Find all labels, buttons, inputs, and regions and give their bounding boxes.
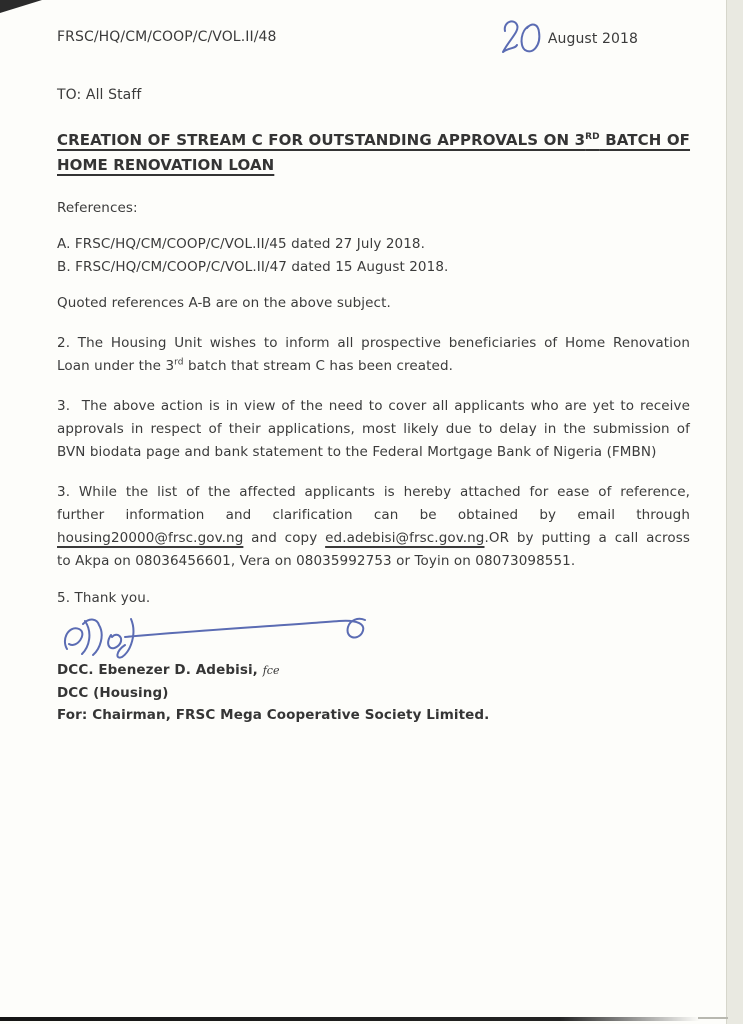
paragraph-4-line2: further information and clarification can be obtained by email through: [57, 507, 690, 523]
paragraph-2-line1: 2. The Housing Unit wishes to inform all prospective beneficiaries of Home Renovation: [57, 335, 690, 351]
memo-content: [57, 18, 690, 726]
memo-title-line2: HOME RENOVATION LOAN: [57, 156, 275, 174]
signatory-title-suffix: fce: [262, 664, 280, 677]
date-line: [496, 18, 690, 58]
scan-bottom-edge-light: [698, 1017, 728, 1019]
to-line: TO: All Staff: [57, 87, 142, 103]
reference-item-b: B. FRSC/HQ/CM/COOP/C/VOL.II/47 dated 15 August 2018.: [57, 259, 449, 275]
paragraph-4-line3: housing20000@frsc.gov.ng and copy ed.adebisi@frsc.gov.ng.OR by putting a call across: [57, 530, 690, 546]
reference-number: FRSC/HQ/CM/COOP/C/VOL.II/48: [57, 29, 277, 45]
paragraph-4-line1: 3. While the list of the affected applicants is hereby attached for ease of reference,: [57, 484, 690, 500]
email-adebisi: ed.adebisi@frsc.gov.ng: [325, 530, 485, 546]
scan-bottom-edge: [0, 1017, 700, 1021]
paragraph-4-line4: to Akpa on 08036456601, Vera on 08035992753 or Toyin on 08073098551.: [57, 553, 576, 569]
references-list: [57, 233, 690, 279]
signatory-block: [57, 659, 690, 726]
references-label: References:: [57, 200, 138, 216]
signatory-name-line: DCC. Ebenezer D. Adebisi, fce: [57, 662, 280, 678]
handwritten-signature-ink: [59, 607, 389, 659]
reference-item-a: A. FRSC/HQ/CM/COOP/C/VOL.II/45 dated 27 July 2018.: [57, 236, 425, 252]
memo-title-line1: CREATION OF STREAM C FOR OUTSTANDING APPROVALS ON 3RD BATCH OF: [57, 131, 691, 149]
email-housing: housing20000@frsc.gov.ng: [57, 530, 244, 546]
paragraph-4: [57, 481, 690, 573]
thank-you-line: 5. Thank you.: [57, 590, 151, 606]
signatory-role: DCC (Housing): [57, 685, 169, 701]
date-printed: August 2018: [547, 31, 638, 47]
quoted-references-line: Quoted references A-B are on the above subject.: [57, 295, 391, 311]
paragraph-3-line1: 3. The above action is in view of the need to cover all applicants who are yet to receive: [57, 398, 690, 414]
signatory-for-line: For: Chairman, FRSC Mega Cooperative Society Limited.: [57, 707, 490, 723]
signature-area: [59, 607, 690, 657]
paragraph-2: [57, 332, 690, 378]
memo-header-row: [57, 18, 690, 64]
memo-title: [57, 128, 690, 178]
handwritten-day-ink: [496, 16, 544, 58]
scan-corner-artifact: [0, 0, 42, 13]
scanner-bed-strip: [726, 0, 743, 1024]
paragraph-2-line2: Loan under the 3rd batch that stream C has been created.: [57, 357, 454, 374]
paragraph-3: [57, 395, 690, 464]
paragraph-3-line3: BVN biodata page and bank statement to the Federal Mortgage Bank of Nigeria (FMBN): [57, 444, 657, 460]
paragraph-3-line2: approvals in respect of their applications, most likely due to delay in the submission of: [57, 421, 690, 437]
